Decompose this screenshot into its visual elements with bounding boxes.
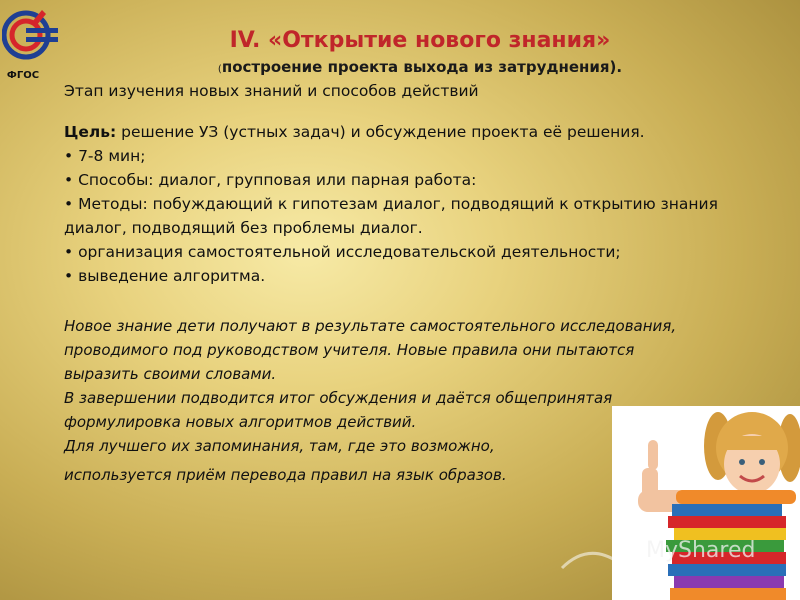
bullet-item: • Способы: диалог, групповая или парная работа: <box>64 171 477 189</box>
paragraph-line: выразить своими словами. <box>64 365 277 383</box>
paragraph-line: Для лучшего их запоминания, там, где это возможно, <box>64 437 495 455</box>
bullet-item: • Методы: побуждающий к гипотезам диалог, подводящий к открытию знания <box>64 195 718 213</box>
paragraph-last-line: используется приём перевода правил на язык образов. <box>64 466 507 484</box>
logo-caption: ФГОС <box>6 70 40 81</box>
bullet-item: диалог, подводящий без проблемы диалог. <box>64 219 423 237</box>
paragraph-line: Новое знание дети получают в результате самостоятельного исследования, <box>64 317 677 335</box>
subtitle-text: построение проекта выхода из затруднения). <box>221 58 623 76</box>
watermark-text: MyShared <box>646 538 756 563</box>
paragraph-line: В завершении подводится итог обсуждения и даётся общепринятая <box>64 389 613 407</box>
bullet-item: • выведение алгоритма. <box>64 267 266 285</box>
paragraph-line: проводимого под руководством учителя. Новые правила они пытаются <box>64 341 635 359</box>
bullet-item: • организация самостоятельной исследовательской деятельности; <box>64 243 621 261</box>
goal-label: Цель: <box>64 123 117 141</box>
subtitle-paren: ( <box>217 64 222 75</box>
paragraph-line: формулировка новых алгоритмов действий. <box>64 413 417 431</box>
goal-line <box>64 120 764 144</box>
goal-block <box>64 120 764 288</box>
slide-subtitle <box>160 58 680 76</box>
stage-description: Этап изучения новых знаний и способов действий <box>64 82 479 100</box>
slide-title: IV. «Открытие нового знания» <box>229 28 611 53</box>
bullet-item: • 7-8 мин; <box>64 147 146 165</box>
goal-text: решение УЗ (устных задач) и обсуждение проекта её решения. <box>116 123 645 141</box>
